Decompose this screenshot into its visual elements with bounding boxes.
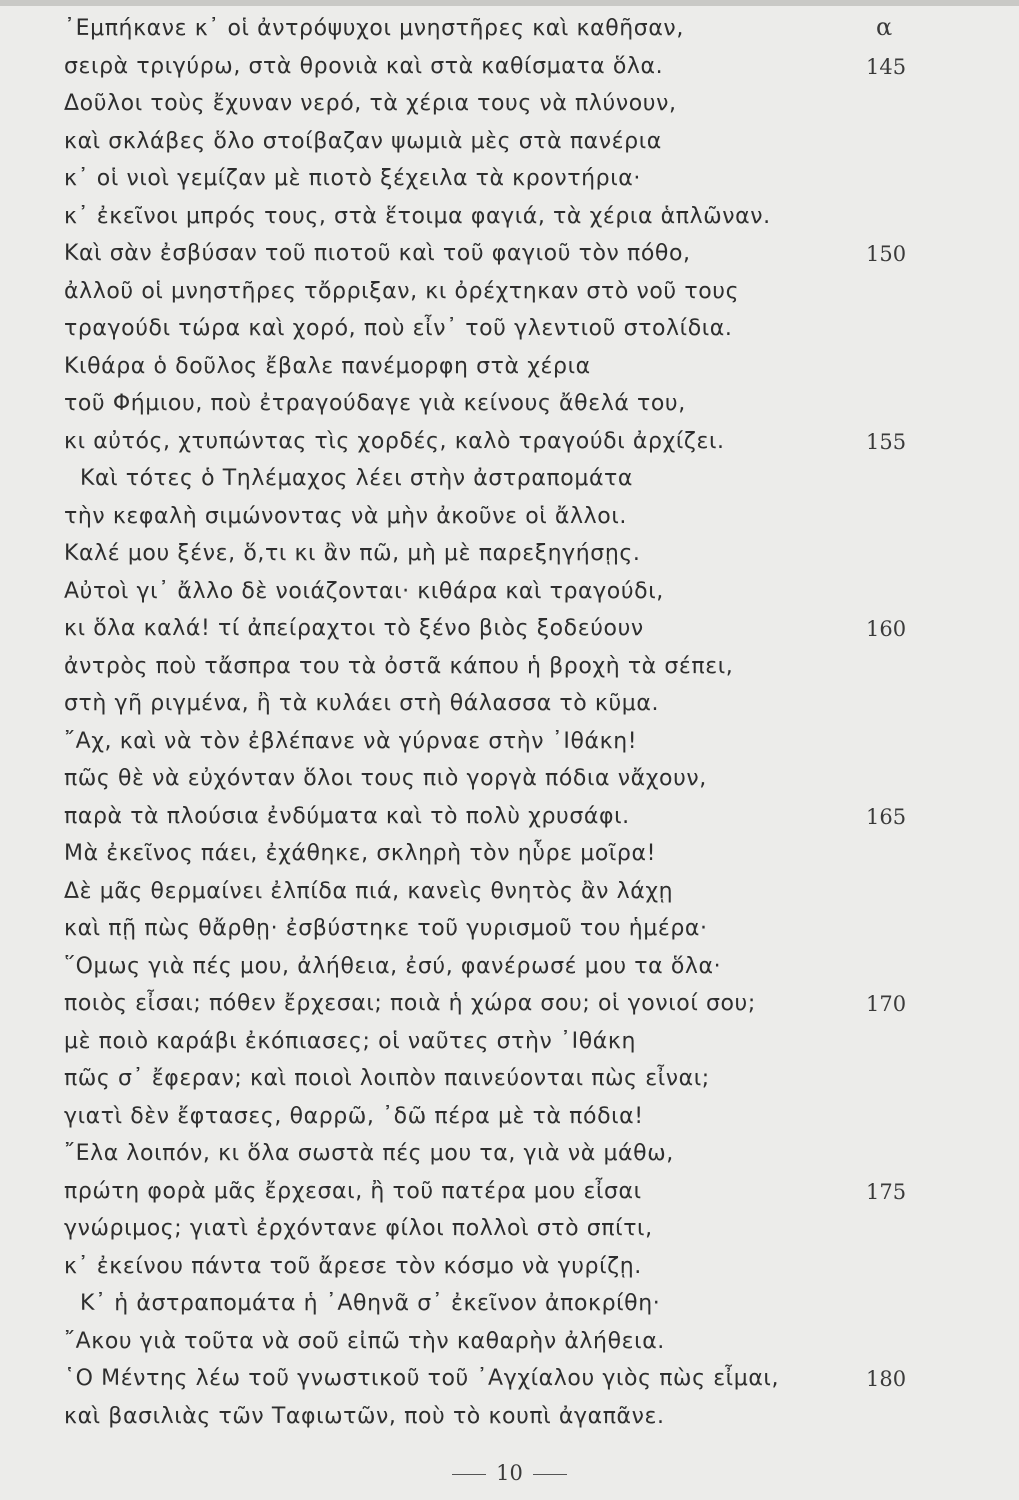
- verse-line: κι αὐτός, χτυπώντας τὶς χορδές, καλὸ τραγούδι ἀρχίζει.: [64, 429, 725, 454]
- verse-line: ῞Ομως γιὰ πές μου, ἀλήθεια, ἐσύ, φανέρωσέ μου τα ὅλα·: [64, 954, 722, 979]
- verse-line: Μὰ ἐκεῖνος πάει, ἐχάθηκε, σκληρὴ τὸν ηὗρε μοῖρα!: [64, 841, 657, 866]
- verse-line: πῶς θὲ νὰ εὐχόνταν ὅλοι τους πιὸ γοργὰ πόδια νἄχουν,: [64, 766, 707, 791]
- verse-line: τοῦ Φήμιου, ποὺ ἐτραγούδαγε γιὰ κείνους ἄθελά του,: [64, 391, 686, 416]
- page-footer: [0, 1458, 1019, 1488]
- verse-line: ῎Ελα λοιπόν, κι ὅλα σωστὰ πές μου τα, γιὰ νὰ μάθω,: [64, 1141, 674, 1166]
- verse-line: ᾽Εμπήκανε κ᾽ οἱ ἀντρόψυχοι μνηστῆρες καὶ καθῆσαν,: [64, 16, 684, 41]
- line-number: 150: [866, 242, 907, 266]
- footer-dash-left: [452, 1474, 486, 1476]
- footer-dash-right: [533, 1474, 567, 1476]
- verse-line: τὴν κεφαλὴ σιμώνοντας νὰ μὴν ἀκοῦνε οἱ ἄλλοι.: [64, 504, 627, 529]
- verse-line: σειρὰ τριγύρω, στὰ θρονιὰ καὶ στὰ καθίσματα ὅλα.: [64, 54, 664, 79]
- line-number: 165: [866, 805, 907, 829]
- verse-line: τραγούδι τώρα καὶ χορό, ποὺ εἶν᾽ τοῦ γλεντιοῦ στολίδια.: [64, 316, 733, 341]
- line-number: 145: [866, 55, 907, 79]
- verse-line: Κιθάρα ὁ δοῦλος ἔβαλε πανέμορφη στὰ χέρια: [64, 354, 591, 379]
- line-number: 155: [866, 430, 907, 454]
- verse-line: ῎Ακου γιὰ τοῦτα νὰ σοῦ εἰπῶ τὴν καθαρὴν ἀλήθεια.: [64, 1329, 665, 1354]
- verse-line: κ᾽ ἐκείνου πάντα τοῦ ἄρεσε τὸν κόσμο νὰ γυρίζῃ.: [64, 1254, 642, 1279]
- line-number: 160: [866, 617, 907, 641]
- verse-line: ἀλλοῦ οἱ μνηστῆρες τὄρριξαν, κι ὀρέχτηκαν στὸ νοῦ τους: [64, 279, 740, 304]
- verse-line: κ᾽ ἐκεῖνοι μπρός τους, στὰ ἕτοιμα φαγιά, τὰ χέρια ἁπλῶναν.: [64, 204, 771, 229]
- verse-line: Δὲ μᾶς θερμαίνει ἐλπίδα πιά, κανεὶς θνητὸς ἂν λάχῃ: [64, 879, 674, 904]
- verse-line: ῾Ο Μέντης λέω τοῦ γνωστικοῦ τοῦ ᾽Αγχίαλου γιὸς πὼς εἶμαι,: [64, 1366, 780, 1391]
- page-number: 10: [496, 1461, 523, 1485]
- verse-line: κι ὅλα καλά! τί ἀπείραχτοι τὸ ξένο βιὸς ξοδεύουν: [64, 616, 644, 641]
- verse-line: κ᾽ οἱ νιοὶ γεμίζαν μὲ πιοτὸ ξέχειλα τὰ κροντήρια·: [64, 166, 641, 191]
- verse-line: πρώτη φορὰ μᾶς ἔρχεσαι, ἢ τοῦ πατέρα μου εἶσαι: [64, 1179, 642, 1204]
- verse-line: γιατὶ δὲν ἔφτασες, θαρρῶ, ᾽δῶ πέρα μὲ τὰ πόδια!: [64, 1104, 644, 1129]
- verse-line: μὲ ποιὸ καράβι ἐκόπιασες; οἱ ναῦτες στὴν ᾽Ιθάκη: [64, 1029, 636, 1054]
- verse-line: παρὰ τὰ πλούσια ἐνδύματα καὶ τὸ πολὺ χρυσάφι.: [64, 804, 630, 829]
- verse-line: καὶ σκλάβες ὅλο στοίβαζαν ψωμιὰ μὲς στὰ πανέρια: [64, 129, 662, 154]
- verse-line: Κ᾽ ἡ ἀστραπομάτα ἡ ᾽Αθηνᾶ σ᾽ ἐκεῖνον ἀποκρίθη·: [80, 1291, 661, 1316]
- verse-line: καὶ βασιλιὰς τῶν Ταφιωτῶν, ποὺ τὸ κουπὶ ἀγαπᾶνε.: [64, 1404, 665, 1429]
- verse-line: Αὐτοὶ γι᾽ ἄλλο δὲ νοιάζονται· κιθάρα καὶ τραγούδι,: [64, 579, 664, 604]
- verse-line: ἀντρὸς ποὺ τἄσπρα του τὰ ὀστᾶ κάπου ἡ βροχὴ τὰ σέπει,: [64, 654, 734, 679]
- verse-line: Καλέ μου ξένε, ὅ,τι κι ἂν πῶ, μὴ μὲ παρεξηγήσῃς.: [64, 541, 641, 566]
- verse-line: ποιὸς εἶσαι; πόθεν ἔρχεσαι; ποιὰ ἡ χώρα σου; οἱ γονιοί σου;: [64, 991, 756, 1016]
- signature-mark: α: [876, 13, 893, 41]
- verse-line: καὶ πῇ πὼς θἄρθῃ· ἐσβύστηκε τοῦ γυρισμοῦ του ἡμέρα·: [64, 916, 708, 941]
- verse-line: ῎Αχ, καὶ νὰ τὸν ἐβλέπανε νὰ γύρναε στὴν ᾽Ιθάκη!: [64, 729, 638, 754]
- verse-line: Δοῦλοι τοὺς ἔχυναν νερό, τὰ χέρια τους νὰ πλύνουν,: [64, 91, 677, 116]
- line-number: 180: [866, 1367, 907, 1391]
- line-number: 175: [866, 1180, 907, 1204]
- line-number: 170: [866, 992, 907, 1016]
- verse-line: Καὶ σὰν ἐσβύσαν τοῦ πιοτοῦ καὶ τοῦ φαγιοῦ τὸν πόθο,: [64, 241, 691, 266]
- verse-line: πῶς σ᾽ ἔφεραν; καὶ ποιοὶ λοιπὸν παινεύονται πὼς εἶναι;: [64, 1066, 710, 1091]
- verse-line: Καὶ τότες ὁ Τηλέμαχος λέει στὴν ἀστραπομάτα: [80, 466, 633, 491]
- verse-line: στὴ γῆ ριγμένα, ἢ τὰ κυλάει στὴ θάλασσα τὸ κῦμα.: [64, 691, 660, 716]
- verse-line: γνώριμος; γιατὶ ἐρχόντανε φίλοι πολλοὶ στὸ σπίτι,: [64, 1216, 653, 1241]
